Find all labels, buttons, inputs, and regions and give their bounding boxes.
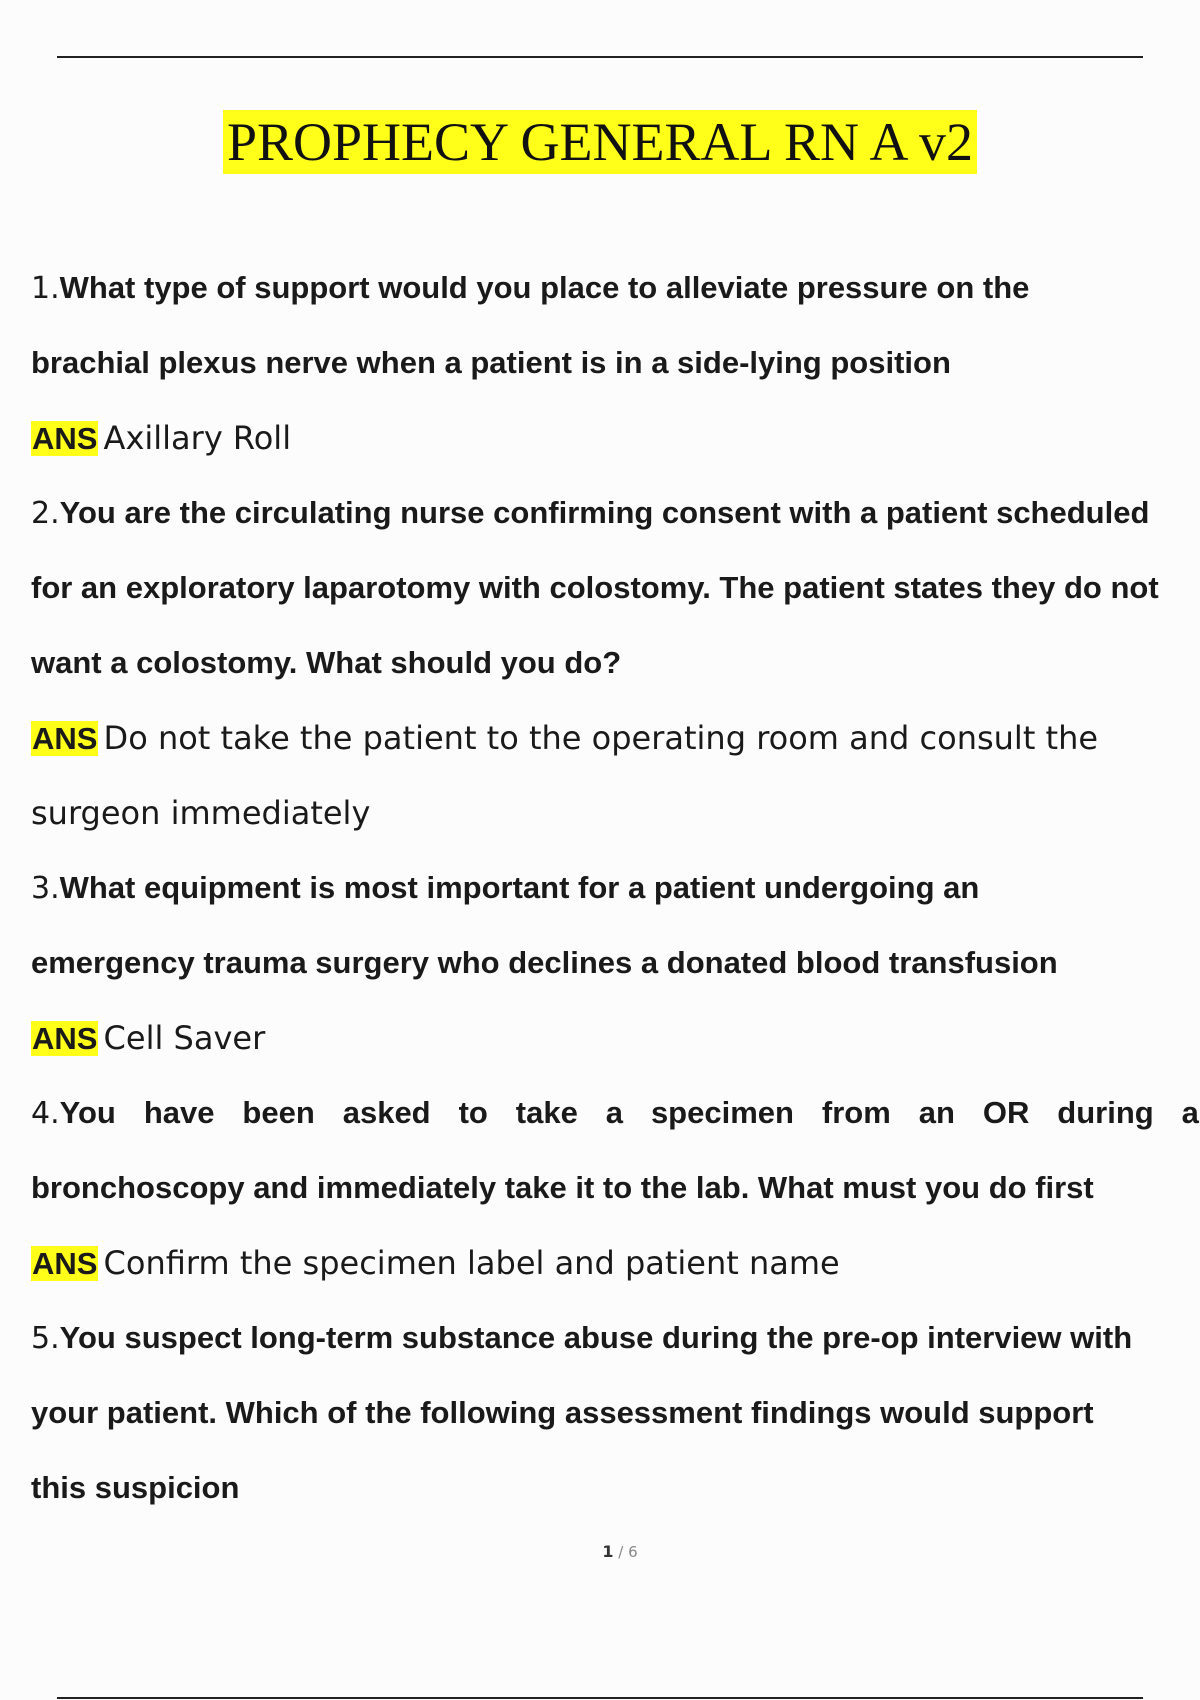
question-number: 2. xyxy=(31,496,60,531)
question-5-line-3 xyxy=(31,1462,1200,1537)
question-5-line-2 xyxy=(31,1387,1200,1462)
question-word: to xyxy=(458,1095,488,1130)
question-3-line-1 xyxy=(31,862,1200,937)
answer-text: Do not take the patient to the operating room and consult the xyxy=(103,719,1099,757)
question-text: bronchoscopy and immediately take it to the lab. What must you do first xyxy=(31,1170,1094,1205)
question-number: 3. xyxy=(31,871,60,906)
question-number-and-first-word xyxy=(31,1087,116,1162)
question-4-line-2 xyxy=(31,1162,1200,1237)
question-text: You are the circulating nurse confirming consent with a patient scheduled xyxy=(59,495,1150,530)
question-text: your patient. Which of the following assessment findings would support xyxy=(31,1395,1094,1430)
question-word: take xyxy=(515,1095,578,1130)
bottom-rule xyxy=(57,1697,1143,1699)
document-title: PROPHECY GENERAL RN A v2 xyxy=(223,110,977,174)
question-word: been xyxy=(242,1095,315,1130)
question-text: for an exploratory laparotomy with colostomy. The patient states they do not xyxy=(31,570,1159,605)
answer-text: Confirm the specimen label and patient name xyxy=(103,1244,840,1282)
question-number: 4. xyxy=(31,1096,60,1131)
question-2-line-1 xyxy=(31,487,1200,562)
question-2-line-2 xyxy=(31,562,1200,637)
page-separator: / xyxy=(613,1543,629,1561)
ans-label: ANS xyxy=(32,1021,98,1056)
question-word: from xyxy=(821,1095,891,1130)
question-4-line-1 xyxy=(31,1087,1199,1162)
answer-1 xyxy=(31,412,1200,487)
question-2-line-3 xyxy=(31,637,1200,712)
question-text: emergency trauma surgery who declines a donated blood transfusion xyxy=(31,945,1058,980)
question-word: You xyxy=(59,1095,116,1130)
question-word: specimen xyxy=(650,1095,794,1130)
question-list xyxy=(31,262,1200,1537)
answer-2-line-2 xyxy=(31,787,1200,862)
question-text: You suspect long-term substance abuse during the pre-op interview with xyxy=(59,1320,1133,1355)
answer-2 xyxy=(31,712,1200,787)
answer-text: surgeon immediately xyxy=(31,794,371,832)
question-text: want a colostomy. What should you do? xyxy=(31,645,622,680)
question-number: 5. xyxy=(31,1321,60,1356)
question-text: What type of support would you place to alleviate pressure on the xyxy=(59,270,1030,305)
question-word: during xyxy=(1057,1095,1154,1130)
question-1-line-1 xyxy=(31,262,1200,337)
page-indicator xyxy=(0,1542,1200,1561)
question-word: OR xyxy=(982,1095,1030,1130)
answer-text: Axillary Roll xyxy=(103,419,292,457)
title-container xyxy=(0,110,1200,174)
question-text: brachial plexus nerve when a patient is in a side-lying position xyxy=(31,345,951,380)
question-5-line-1 xyxy=(31,1312,1200,1387)
ans-label: ANS xyxy=(32,721,98,756)
question-text: this suspicion xyxy=(31,1470,240,1505)
page-current: 1 xyxy=(602,1542,614,1561)
ans-label: ANS xyxy=(32,1246,98,1281)
answer-3 xyxy=(31,1012,1200,1087)
top-rule xyxy=(57,56,1143,58)
question-3-line-2 xyxy=(31,937,1200,1012)
answer-4 xyxy=(31,1237,1200,1312)
ans-label: ANS xyxy=(32,421,98,456)
question-word: a xyxy=(605,1095,623,1130)
question-word: asked xyxy=(342,1095,431,1130)
question-number: 1. xyxy=(31,271,60,306)
question-text: What equipment is most important for a patient undergoing an xyxy=(59,870,980,905)
page-total: 6 xyxy=(628,1543,638,1561)
question-word: have xyxy=(143,1095,215,1130)
question-1-line-2 xyxy=(31,337,1200,412)
answer-text: Cell Saver xyxy=(103,1019,266,1057)
question-word: an xyxy=(918,1095,955,1130)
question-word: a xyxy=(1181,1095,1199,1130)
